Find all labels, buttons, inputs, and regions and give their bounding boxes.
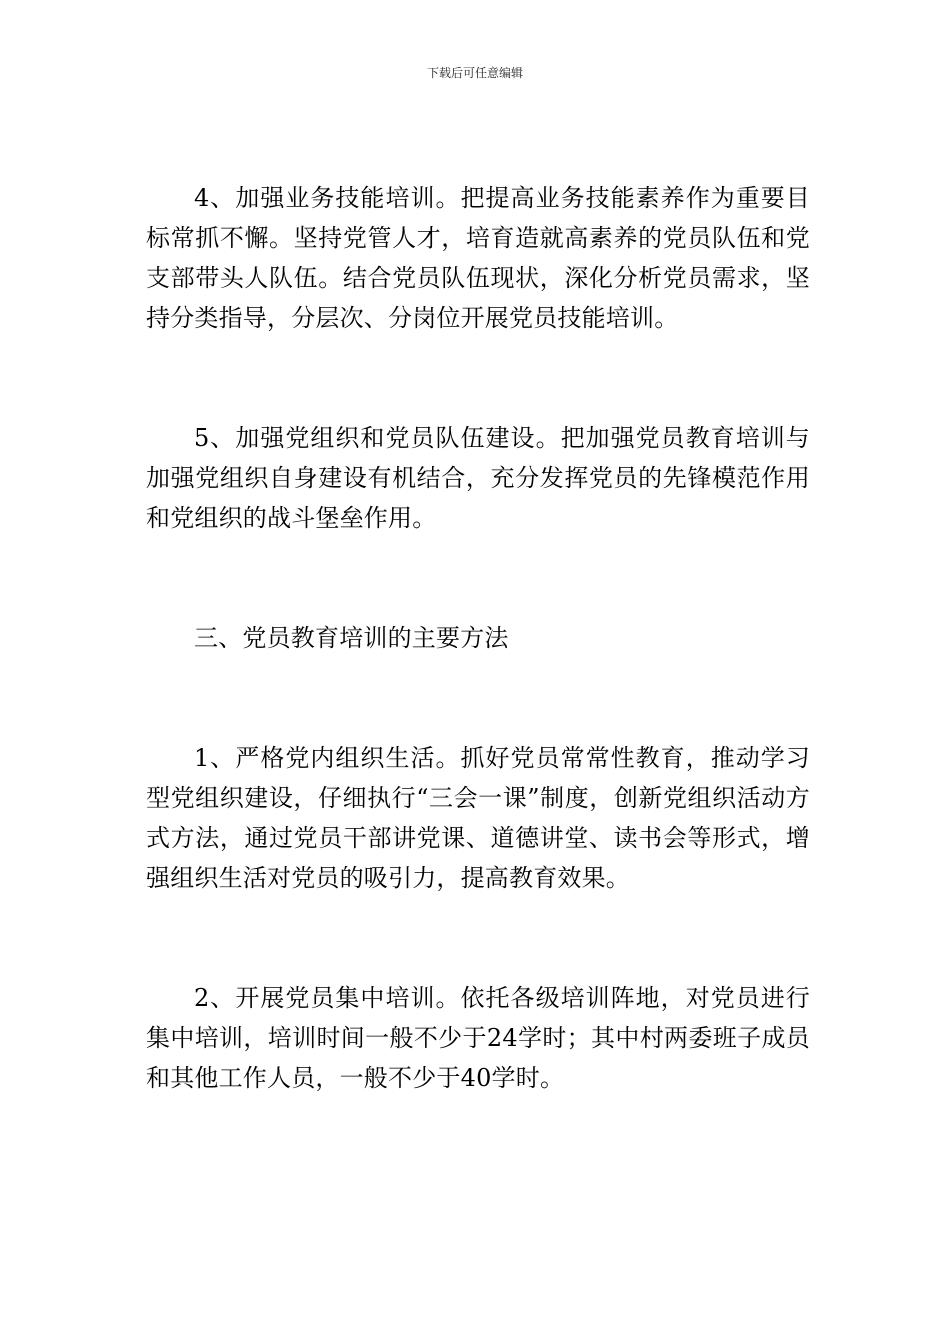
paragraph-centralized-training: 2、开展党员集中培训。依托各级培训阵地，对党员进行集中培训，培训时间一般不少于24学时；其中村两委班子成员和其他工作人员，一般不少于40学时。 xyxy=(146,984,810,1092)
paragraph-organization-life: 1、严格党内组织生活。抓好党员常常性教育，推动学习型党组织建设，仔细执行“三会一课”制度，创新党组织活动方式方法，通过党员干部讲党课、道德讲堂、读书会等形式，增强组织生活对党员的吸引力，提高教育效果。 xyxy=(146,744,810,892)
section-heading-methods: 三、党员教育培训的主要方法 xyxy=(194,624,509,652)
paragraph-skills-training: 4、加强业务技能培训。把提高业务技能素养作为重要目标常抓不懈。坚持党管人才，培育造就高素养的党员队伍和党支部带头人队伍。结合党员队伍现状，深化分析党员需求，坚持分类指导，分层次、分岗位开展党员技能培训。 xyxy=(146,184,810,332)
document-body xyxy=(146,178,810,1098)
page-header-note: 下载后可任意编辑 xyxy=(426,66,523,80)
paragraph-party-building: 5、加强党组织和党员队伍建设。把加强党员教育培训与加强党组织自身建设有机结合，充分发挥党员的先锋模范作用和党组织的战斗堡垒作用。 xyxy=(146,424,810,532)
